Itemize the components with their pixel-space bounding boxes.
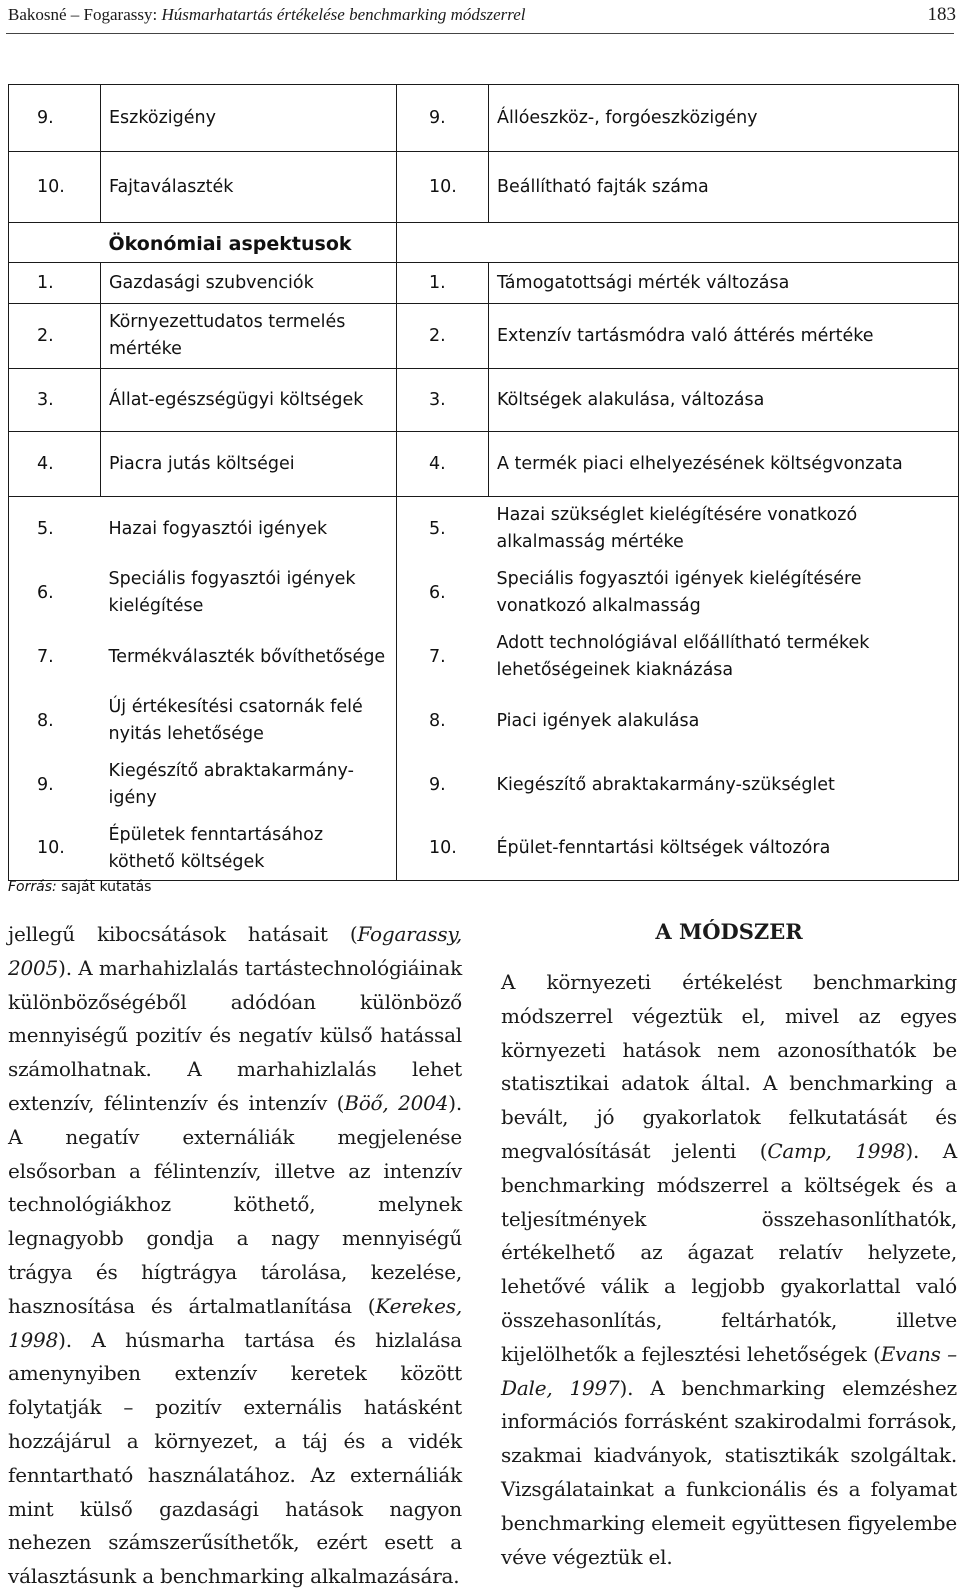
- row-number-left: 10.: [9, 152, 101, 223]
- aspects-table: [8, 84, 959, 881]
- text-run: ). A negatív externáliák megjelenése elsősorban a félintenzív, illetve az intenzív technológiákhoz köthető, melynek legnagyobb gondja a nagy mennyiségű trágya és hígtrágya tárolása, kezelése, hasznosítása és ártalmatlanítása (: [8, 1090, 462, 1318]
- text-run: ). A marhahizlalás tartástechnológiáinak különbözőségéből adódóan különböző mennyiségű pozitív és negatív külső hatással számolhatnak. A marhahizlalás lehet extenzív, félintenzív és intenzív (: [8, 955, 462, 1115]
- aspect-name: Eszközigény: [101, 85, 397, 152]
- row-number-right: 7.: [397, 625, 489, 689]
- aspect-name: Környezettudatos termelés mértéke: [101, 304, 397, 369]
- row-number-right: 1.: [397, 263, 489, 304]
- text-run: ). A húsmarha tartása és hizlalása amenynyiben extenzív keretek között folytatják – pozitív externális hatásként hozzájárul a környezet, a táj és a vidék fenntartható használatához. Az externáliák mint külső gazdasági hatások nagyon nehezen számszerűsíthetők, ezért esett a választásunk a benchmarking alkalmazására.: [8, 1327, 462, 1589]
- row-number-right: 4.: [397, 432, 489, 497]
- indicator-name: Épület-fenntartási költségek változóra: [489, 817, 959, 881]
- citation: Evans – Dale, 1997: [501, 1341, 957, 1400]
- indicator-name: Állóeszköz-, forgóeszközigény: [489, 85, 959, 152]
- citation: Camp, 1998: [767, 1138, 906, 1163]
- text-run: A környezeti értékelést benchmarking módszerrel végeztük el, mivel az egyes környezeti hatások nem azonosíthatók be statisztikai adatok által. A benchmarking a bevált, jó gyakorlatok felkutatását és megvalósítását jelenti (: [501, 970, 957, 1163]
- indicator-name: Piaci igények alakulása: [489, 689, 959, 753]
- table-row: [9, 432, 959, 497]
- row-number-right: 9.: [397, 85, 489, 152]
- row-number-right: 8.: [397, 689, 489, 753]
- table-row: [9, 497, 959, 562]
- text-run: ). A benchmarking módszerrel a költségek és a teljesítmények összehasonlíthatók, értékelhető az ágazat relatív helyzete, lehetővé válik a legjobb gyakorlattal való összehasonlítás, feltárhatók, illetve kijelölhetők a fejlesztési lehetőségek (: [501, 1138, 957, 1366]
- table-row: [9, 304, 959, 369]
- row-number-left: 2.: [9, 304, 101, 369]
- table-row: [9, 152, 959, 223]
- indicator-name: Kiegészítő abraktakarmány-szükséglet: [489, 753, 959, 817]
- right-paragraph: [501, 966, 957, 1574]
- aspect-name: Új értékesítési csatornák felé nyitás lehetősége: [101, 689, 397, 753]
- aspect-name: Gazdasági szubvenciók: [101, 263, 397, 304]
- aspect-name: Kiegészítő abraktakarmány-igény: [101, 753, 397, 817]
- row-number-right: 10.: [397, 817, 489, 881]
- table-row: [9, 85, 959, 152]
- source-text: saját kutatás: [56, 879, 152, 895]
- header-divider: [6, 33, 954, 34]
- row-number-right: 3.: [397, 369, 489, 432]
- table-row: [9, 561, 959, 625]
- indicator-name: Adott technológiával előállítható termékek lehetőségeinek kiaknázása: [489, 625, 959, 689]
- row-number-left: 9.: [9, 753, 101, 817]
- indicator-name: Támogatottsági mérték változása: [489, 263, 959, 304]
- row-number-right: 2.: [397, 304, 489, 369]
- table-row: [9, 625, 959, 689]
- aspect-name: Fajtaválaszték: [101, 152, 397, 223]
- text-run: jellegű kibocsátások hatásait (: [8, 922, 358, 946]
- right-text-column: [501, 966, 957, 1574]
- table-row: [9, 753, 959, 817]
- left-text-column: [8, 918, 462, 1594]
- aspect-name: Épületek fenntartásához köthető költségek: [101, 817, 397, 881]
- running-header: [8, 0, 956, 30]
- page-number: 183: [927, 4, 956, 25]
- row-number-left: 3.: [9, 369, 101, 432]
- table-section-row: [9, 223, 959, 263]
- aspect-name: Speciális fogyasztói igények kielégítése: [101, 561, 397, 625]
- left-paragraph: [8, 918, 462, 1594]
- text-run: ). A benchmarking elemzéshez információs forrásként szakirodalmi források, szakmai kiadványok, statisztikák szolgáltak. Vizsgálatainkat a funkcionális és a folyamat benchmarking elemeit együttesen figyelembe véve végeztük el.: [501, 1375, 957, 1569]
- citation: Fogarassy, 2005: [8, 922, 462, 980]
- aspect-name: Hazai fogyasztói igények: [101, 497, 397, 562]
- header-title: Húsmarhatartás értékelése benchmarking módszerrel: [161, 5, 526, 24]
- row-number-left: 5.: [9, 497, 101, 562]
- row-number-left: 10.: [9, 817, 101, 881]
- aspect-name: Termékválaszték bővíthetősége: [101, 625, 397, 689]
- table-row: [9, 369, 959, 432]
- indicator-name: Beállítható fajták száma: [489, 152, 959, 223]
- row-number-right: 6.: [397, 561, 489, 625]
- header-citation: [8, 0, 526, 30]
- indicator-name: Hazai szükséglet kielégítésére vonatkozó alkalmasság mértéke: [489, 497, 959, 562]
- table-section-heading: Ökonómiai aspektusok: [101, 223, 397, 263]
- row-number-left: 4.: [9, 432, 101, 497]
- indicator-name: Speciális fogyasztói igények kielégítésére vonatkozó alkalmasság: [489, 561, 959, 625]
- indicator-name: Költségek alakulása, változása: [489, 369, 959, 432]
- source-label: Forrás:: [8, 879, 57, 895]
- citation: Kerekes, 1998: [8, 1293, 462, 1352]
- row-number-right: 9.: [397, 753, 489, 817]
- table-row: [9, 263, 959, 304]
- row-number-right: 10.: [397, 152, 489, 223]
- row-number-left: 1.: [9, 263, 101, 304]
- aspect-name: Állat-egészségügyi költségek: [101, 369, 397, 432]
- row-number-left: 6.: [9, 561, 101, 625]
- table-source: [8, 879, 151, 895]
- indicator-name: Extenzív tartásmódra való áttérés mértéke: [489, 304, 959, 369]
- row-number-right: 5.: [397, 497, 489, 562]
- table-row: [9, 689, 959, 753]
- aspect-name: Piacra jutás költségei: [101, 432, 397, 497]
- indicator-name: A termék piaci elhelyezésének költségvonzata: [489, 432, 959, 497]
- row-number-left: 8.: [9, 689, 101, 753]
- table-row: [9, 817, 959, 881]
- row-number-left: 9.: [9, 85, 101, 152]
- section-title: A MÓDSZER: [655, 919, 803, 944]
- citation: Böő, 2004: [344, 1090, 449, 1115]
- header-authors: Bakosné – Fogarassy:: [8, 5, 158, 24]
- row-number-left: 7.: [9, 625, 101, 689]
